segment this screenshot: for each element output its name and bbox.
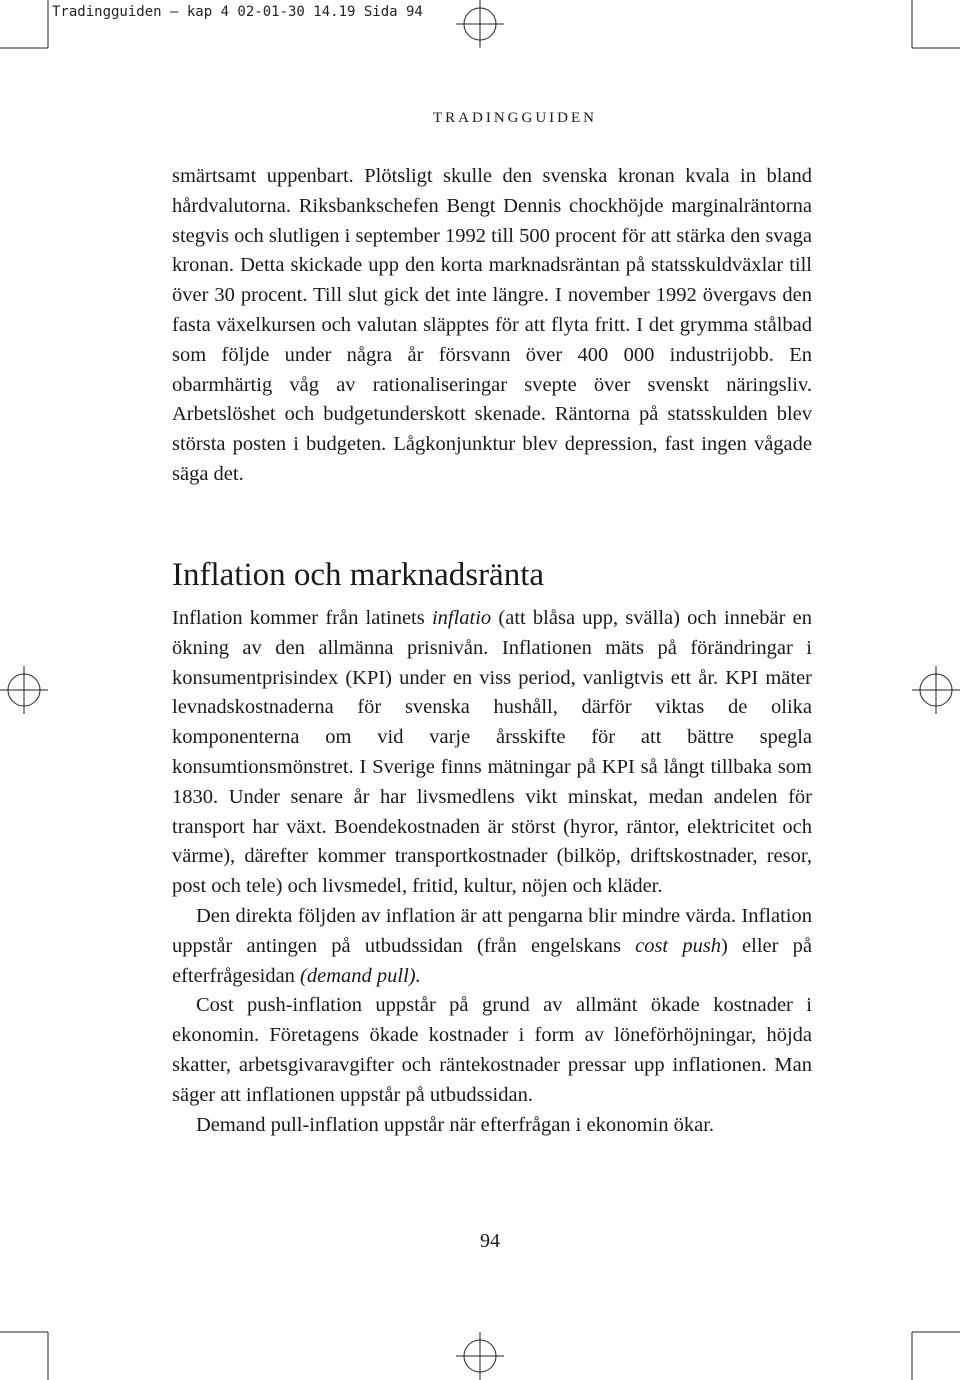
paragraph: smärtsamt uppenbart. Plötsligt skulle den svenska kronan kvala in bland hårdvalutorna. Riksbankschefen Bengt Dennis chockhöjde marginalräntorna stegvis och slutligen i september 1992 till 500 procent för att stärka den svaga kronan. Detta skickade upp den korta marknadsräntan på statsskuldväxlar till över 30 procent. Till slut gick det inte längre. I november 1992 övergavs den fasta växelkursen och valutan släpptes för att flyta fritt. I det grymma stålbad som följde under några år försvann över 400 000 industrijobb. En obarmhärtig våg av rationaliseringar svepte över svenskt näringsliv. Arbetslöshet och budgetunderskott skenade. Räntorna på statsskulden blev största posten i budgeten. Lågkonjunktur blev depression, fast ingen vågade säga det. — [172, 165, 812, 485]
italic-term: (demand pull). — [300, 964, 421, 987]
page-number: 94 — [480, 1230, 500, 1252]
section-heading: Inflation och marknadsränta — [172, 557, 545, 593]
paragraph: Demand pull-inflation uppstår när efterfrågan i ekonomin ökar. — [196, 1113, 715, 1136]
printer-slug: Tradingguiden – kap 4 02-01-30 14.19 Sida 94 — [52, 4, 423, 20]
running-head: TRADINGGUIDEN — [433, 110, 597, 126]
body-text-top — [172, 162, 812, 490]
paragraph: Cost push-inflation uppstår på grund av allmänt ökade kostnader i ekonomin. Företagens ökade kostnader i form av löneförhöjningar, höjda skatter, arbetsgivaravgifter och räntekostnader pressar upp inflationen. Man säger att inflationen uppstår på utbudssidan. — [172, 994, 812, 1106]
paragraph: Den direkta följden av inflation är att pengarna blir mindre värda. Inflation uppstår antingen på utbudssidan (från engelskans cost push) eller på efterfrågesidan (demand pull). — [172, 904, 813, 987]
registration-mark-left — [0, 666, 48, 714]
registration-mark-right — [912, 666, 960, 714]
registration-mark-top — [456, 0, 504, 48]
paragraph: Inflation kommer från latinets inflatio (att blåsa upp, svälla) och innebär en ökning av den allmänna prisnivån. Inflationen mäts på förändringar i konsumentprisindex (KPI) under en viss period, vanligtvis ett år. KPI mäter levnadskostnaderna för svenska hushåll, därför viktas de olika komponenterna om vid varje årsskifte för att bättre spegla konsumtionsmönstret. I Sverige finns mätningar på KPI så långt tillbaka som 1830. Under senare år har livsmedlens vikt minskat, medan andelen för transport har växt. Boendekostnaden är störst (hyror, räntor, elektricitet och värme), därefter kommer transportkostnader (bilköp, driftskostnader, resor, post och tele) och livsmedel, fritid, kultur, nöjen och kläder. — [172, 607, 813, 898]
registration-mark-bottom — [456, 1332, 504, 1380]
italic-term: inflatio — [431, 607, 492, 629]
section-body — [172, 604, 812, 1140]
italic-term: cost push — [635, 934, 722, 957]
